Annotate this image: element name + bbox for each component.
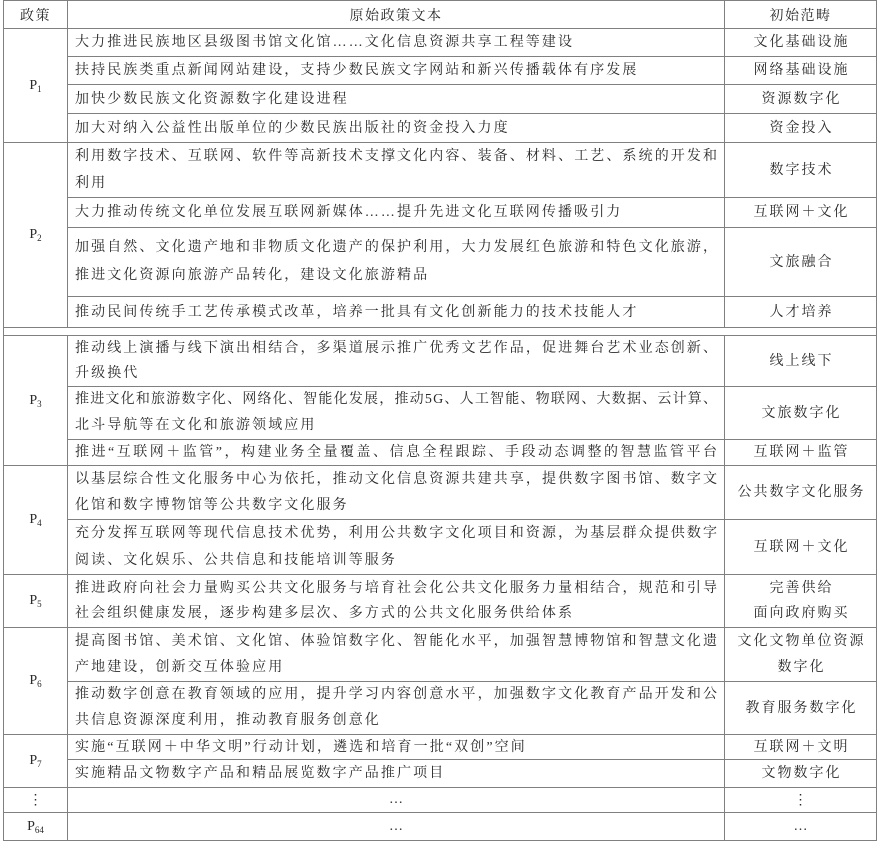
- policy-text-cell: [68, 440, 725, 466]
- category-label: 互联网＋文化: [753, 539, 850, 555]
- policy-text-line: 加快少数民族文化资源数字化建设进程: [75, 91, 349, 107]
- policy-label: [29, 673, 41, 689]
- policy-letter: P: [29, 673, 38, 688]
- policy-text-line: 扶持民族类重点新闻网站建设，支持少数民族文字网站和新兴传播载体有序发展: [75, 63, 639, 78]
- category-cell: [725, 440, 877, 466]
- policy-number: 5: [37, 599, 42, 609]
- category-cell: [725, 57, 877, 85]
- policy-text-cell: [68, 143, 725, 198]
- category-cell: [725, 297, 877, 328]
- category-cell: [725, 228, 877, 297]
- policy-text-cell: [68, 297, 725, 328]
- category-label: 资源数字化: [761, 91, 842, 107]
- category-cell: [725, 520, 877, 575]
- policy-cell-p5: [4, 575, 68, 628]
- policy-text-cell: [68, 466, 725, 520]
- policy-text-cell: [68, 198, 725, 228]
- policy-text-cell: [68, 228, 725, 297]
- policy-number: 7: [37, 759, 42, 769]
- last-row-category-cell: …: [725, 813, 877, 841]
- policy-text-cell: [68, 628, 725, 682]
- policy-number: 1: [37, 83, 42, 94]
- policy-label: [29, 78, 41, 94]
- policy-text-cell: [68, 760, 725, 788]
- policy-cell-p64: [4, 813, 68, 841]
- policy-letter: P: [29, 593, 38, 608]
- category-label: 面向政府购买: [753, 606, 850, 621]
- policy-letter: P: [29, 512, 38, 527]
- policy-label: [29, 512, 41, 528]
- policy-cell-p3: [4, 336, 68, 466]
- category-label: 网络基础设施: [753, 63, 850, 78]
- policy-number: 64: [34, 824, 44, 835]
- ellipsis-policy-cell: ⋮: [4, 788, 68, 813]
- category-cell: [725, 336, 877, 387]
- policy-text-line: 推动数字创意在教育领域的应用，提升学习内容创意水平，加强数字文化教育产品开发和公: [75, 687, 720, 702]
- policy-text-line: 加强自然、文化遗产地和非物质文化遗产的保护利用，大力发展红色旅游和特色文化旅游，: [75, 240, 720, 255]
- policy-label: [29, 593, 41, 609]
- policy-cell-p1: [4, 29, 68, 143]
- policy-text-line: 实施“互联网＋中华文明”行动计划，遴选和培育一批“双创”空间: [75, 739, 527, 755]
- ellipsis-text-cell: …: [68, 788, 725, 813]
- policy-letter: P: [29, 753, 38, 768]
- policy-number: 4: [37, 518, 42, 528]
- policy-text-cell: [68, 575, 725, 628]
- category-cell: [725, 760, 877, 788]
- category-label: 数字化: [777, 659, 826, 675]
- policy-text-line: 推进文化和旅游数字化、网络化、智能化发展，推动5G、人工智能、物联网、大数据、云计算、: [75, 392, 719, 407]
- category-cell: [725, 29, 877, 57]
- policy-text-cell: [68, 57, 725, 85]
- policy-text-cell: [68, 520, 725, 575]
- policy-text-line: 共信息资源深度利用，推动教育服务创意化: [75, 713, 381, 728]
- policy-text-line: 阅读、文化娱乐、公共信息和技能培训等服务: [75, 553, 397, 568]
- category-label: 公共数字文化服务: [737, 485, 866, 500]
- policy-text-line: 实施精品文物数字产品和精品展览数字产品推广项目: [75, 766, 446, 781]
- policy-number: 2: [37, 233, 42, 243]
- policy-letter: P: [29, 392, 38, 408]
- category-label: 文化基础设施: [753, 35, 850, 50]
- double-rule-separator: [4, 328, 877, 336]
- category-cell: [725, 85, 877, 114]
- policy-text-line: 利用数字技术、互联网、软件等高新技术支撑文化内容、装备、材料、工艺、系统的开发和: [75, 149, 720, 164]
- category-label: 完善供给: [769, 581, 834, 596]
- policy-letter: P: [29, 77, 38, 93]
- policy-label: [29, 393, 41, 409]
- policy-label: [27, 819, 44, 835]
- category-label: 线上线下: [769, 353, 834, 369]
- policy-text-line: 推动民间传统手工艺传承模式改革，培养一批具有文化创新能力的技术技能人才: [75, 304, 639, 320]
- category-label: 互联网＋文化: [753, 205, 850, 220]
- policy-text-line: 推进“互联网＋监管”，构建业务全量覆盖、信息全程跟踪、手段动态调整的智慧监管平台: [75, 445, 720, 460]
- category-cell: [725, 114, 877, 143]
- ellipsis-category-cell: ⋮: [725, 788, 877, 813]
- policy-text-line: 产地建设，创新交互体验应用: [75, 659, 285, 675]
- policy-text-line: 升级换代: [75, 366, 140, 381]
- policy-coding-table: [3, 0, 877, 841]
- policy-number: 3: [37, 398, 42, 409]
- category-cell: [725, 143, 877, 198]
- category-cell: [725, 628, 877, 682]
- policy-text-cell: [68, 336, 725, 387]
- category-label: 文旅融合: [769, 254, 834, 270]
- policy-text-cell: [68, 85, 725, 114]
- policy-label: [29, 227, 41, 243]
- policy-text-line: 推动线上演播与线下演出相结合，多渠道展示推广优秀文艺作品，促进舞台艺术业态创新、: [75, 341, 720, 356]
- category-cell: [725, 682, 877, 735]
- category-label: 文旅数字化: [761, 405, 842, 421]
- policy-text-line: 提高图书馆、美术馆、文化馆、体验馆数字化、智能化水平，加强智慧博物馆和智慧文化遗: [75, 633, 720, 649]
- policy-cell-p2: [4, 143, 68, 328]
- category-cell: [725, 198, 877, 228]
- category-cell: [725, 466, 877, 520]
- header-policy: 政策: [4, 1, 68, 29]
- policy-text-line: 以基层综合性文化服务中心为依托，推动文化信息资源共建共享，提供数字图书馆、数字文: [75, 471, 720, 487]
- category-cell: [725, 575, 877, 628]
- category-cell: [725, 735, 877, 760]
- category-label: 人才培养: [769, 304, 834, 320]
- header-policy-text: 原始政策文本: [68, 1, 725, 29]
- policy-text-line: 加大对纳入公益性出版单位的少数民族出版社的资金投入力度: [75, 120, 510, 136]
- policy-cell-p4: [4, 466, 68, 575]
- last-row-text-cell: …: [68, 813, 725, 841]
- category-cell: [725, 387, 877, 440]
- category-label: 教育服务数字化: [745, 700, 858, 716]
- category-label: 互联网＋文明: [753, 739, 850, 755]
- category-label: 文化文物单位资源: [737, 633, 866, 649]
- policy-text-line: 化馆和数字博物馆等公共数字文化服务: [75, 497, 349, 513]
- policy-text-line: 推进政府向社会力量购买公共文化服务与培育社会化公共文化服务力量相结合，规范和引导: [75, 581, 720, 596]
- header-initial-category: 初始范畴: [725, 1, 877, 29]
- policy-number: 6: [37, 679, 42, 689]
- policy-text-line: 利用: [75, 176, 108, 191]
- policy-cell-p6: [4, 628, 68, 735]
- policy-text-cell: [68, 735, 725, 760]
- policy-text-line: 北斗导航等在文化和旅游领域应用: [75, 418, 317, 433]
- policy-text-cell: [68, 387, 725, 440]
- category-label: 互联网＋监管: [753, 445, 850, 460]
- policy-letter: P: [27, 818, 35, 834]
- policy-text-cell: [68, 29, 725, 57]
- policy-text-line: 推进文化资源向旅游产品转化，建设文化旅游精品: [75, 268, 430, 283]
- policy-text-cell: [68, 114, 725, 143]
- policy-text-line: 大力推进民族地区县级图书馆文化馆……文化信息资源共享工程等建设: [75, 35, 575, 50]
- policy-text-cell: [68, 682, 725, 735]
- category-label: 数字技术: [769, 162, 834, 178]
- policy-letter: P: [29, 227, 38, 242]
- category-label: 文物数字化: [761, 766, 842, 781]
- policy-cell-p7: [4, 735, 68, 788]
- policy-text-line: 大力推动传统文化单位发展互联网新媒体……提升先进文化互联网传播吸引力: [75, 205, 623, 220]
- policy-label: [29, 753, 41, 769]
- policy-text-line: 社会组织健康发展，逐步构建多层次、多方式的公共文化服务供给体系: [75, 606, 575, 621]
- category-label: 资金投入: [769, 120, 834, 136]
- policy-text-line: 充分发挥互联网等现代信息技术优势，利用公共数字文化项目和资源，为基层群众提供数字: [75, 526, 720, 541]
